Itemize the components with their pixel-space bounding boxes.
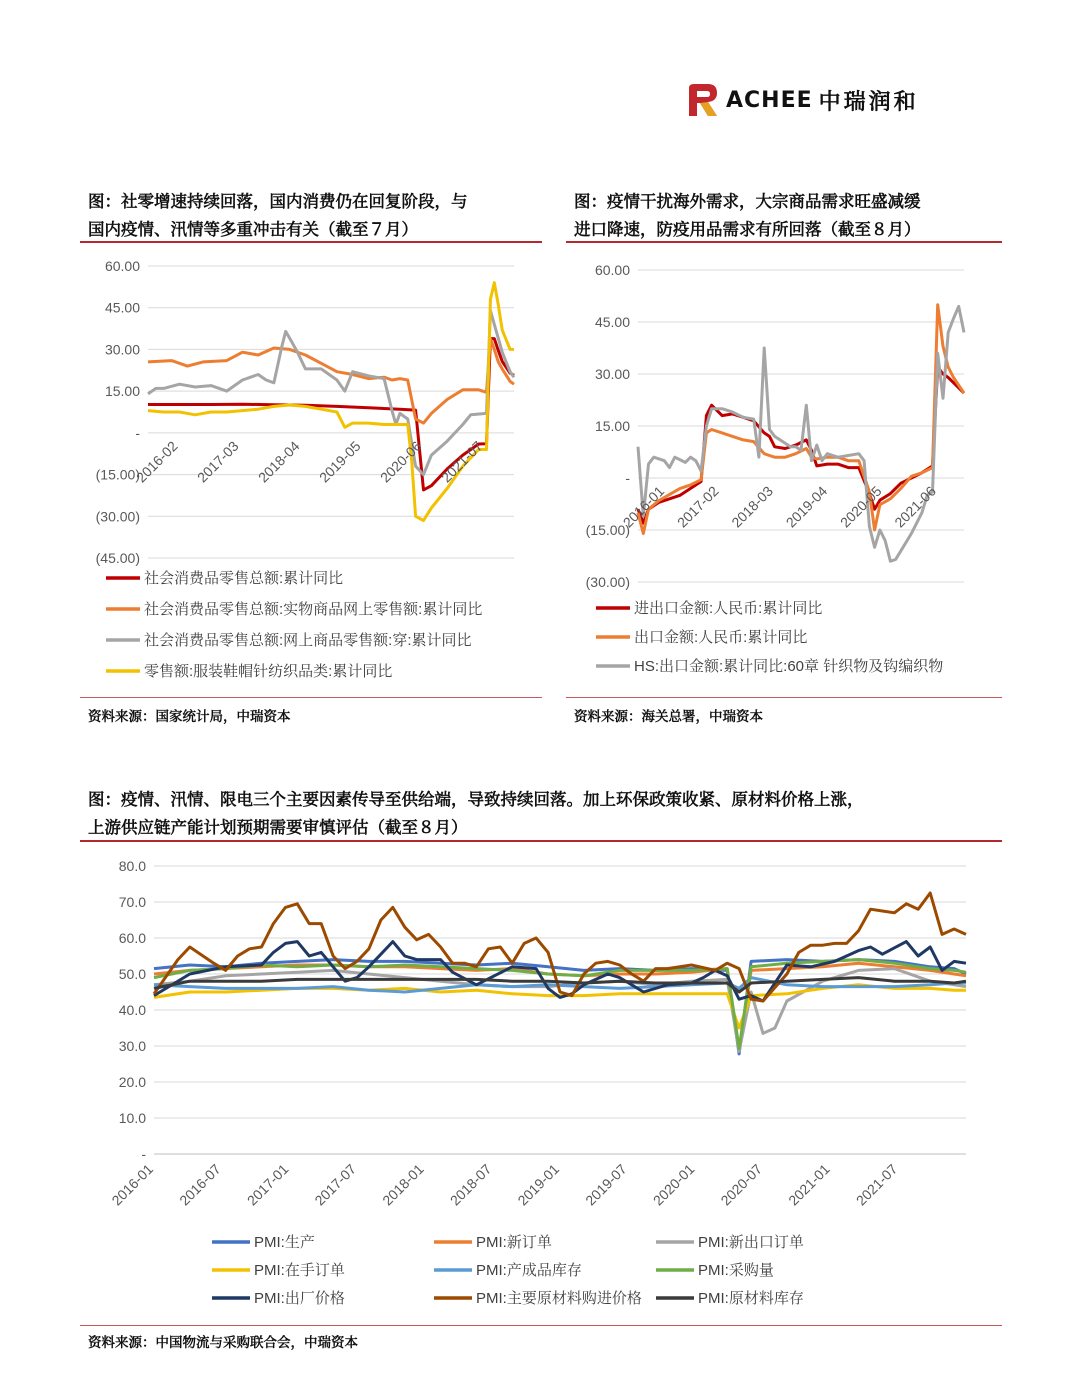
- x-tick-label: 2017-02: [673, 482, 722, 531]
- chart1-plot: [80, 248, 542, 696]
- x-tick-label: 2018-04: [254, 437, 303, 486]
- y-tick-label: 60.00: [594, 262, 630, 278]
- y-tick-label: 45.00: [104, 299, 140, 316]
- y-tick-label: -: [141, 1146, 146, 1162]
- chart2-title-line2: 进口降速，防疫用品需求有所回落（截至８月）: [574, 220, 921, 239]
- legend-label: 零售额:服装鞋帽针纺织品类:累计同比: [144, 663, 393, 680]
- y-tick-label: 45.00: [594, 314, 630, 330]
- chart2-plot: [566, 248, 1002, 696]
- brand-logo: [686, 78, 919, 122]
- x-tick-label: 2018-03: [728, 482, 776, 531]
- x-tick-label: 2016-07: [176, 1160, 224, 1209]
- legend-label: PMI:出厂价格: [254, 1290, 345, 1307]
- y-tick-label: 50.0: [118, 966, 146, 982]
- x-tick-label: 2016-01: [619, 482, 668, 531]
- legend-label: PMI:主要原材料购进价格: [476, 1290, 642, 1307]
- achee-logo-icon: [686, 82, 720, 118]
- legend-label: PMI:新订单: [476, 1234, 552, 1251]
- y-tick-label: 70.0: [118, 894, 146, 910]
- x-tick-label: 2020-06: [376, 437, 425, 486]
- legend-label: PMI:采购量: [698, 1262, 774, 1279]
- chart1-title-line2: 国内疫情、汛情等多重冲击有关（截至７月）: [88, 220, 418, 239]
- y-tick-label: 10.0: [118, 1110, 146, 1126]
- x-tick-label: 2018-07: [446, 1160, 495, 1209]
- x-tick-label: 2021-07: [852, 1160, 901, 1209]
- chart1-top-rule: [80, 241, 542, 243]
- chart3-title-line1: 图：疫情、汛情、限电三个主要因素传导至供给端，导致持续回落。加上环保政策收紧、原材料价格上涨，: [88, 790, 864, 809]
- chart2-title: [574, 188, 921, 244]
- x-tick-label: 2019-01: [514, 1160, 563, 1209]
- legend-label: PMI:产成品库存: [476, 1262, 582, 1279]
- legend-label: PMI:新出口订单: [698, 1234, 804, 1251]
- y-tick-label: -: [625, 470, 630, 486]
- legend-label: PMI:原材料库存: [698, 1290, 804, 1307]
- x-tick-label: 2021-07: [437, 437, 486, 486]
- x-tick-label: 2019-04: [782, 482, 831, 531]
- chart2-bottom-rule: [566, 697, 1002, 698]
- y-tick-label: 30.00: [594, 366, 630, 382]
- chart1-source: 资料来源：国家统计局，中瑞资本: [88, 709, 291, 725]
- legend-label: 社会消费品零售总额:网上商品零售额:穿:累计同比: [144, 632, 472, 649]
- y-tick-label: 60.0: [118, 930, 146, 946]
- x-tick-label: 2016-02: [132, 437, 181, 486]
- y-tick-label: 30.00: [104, 341, 140, 358]
- y-tick-label: 60.00: [104, 258, 140, 274]
- chart1-bottom-rule: [80, 697, 542, 698]
- chart1-title: [88, 188, 468, 244]
- y-tick-label: 15.00: [594, 418, 630, 434]
- chart3-title-line2: 上游供应链产能计划预期需要审慎评估（截至８月）: [88, 818, 468, 837]
- chart2-source: 资料来源：海关总署，中瑞资本: [574, 709, 763, 725]
- x-tick-label: 2017-03: [193, 437, 242, 486]
- x-tick-label: 2019-05: [315, 437, 364, 486]
- y-tick-label: 80.0: [118, 858, 146, 874]
- x-tick-label: 2016-01: [108, 1160, 157, 1209]
- y-tick-label: (15.00): [95, 466, 140, 483]
- y-tick-label: (15.00): [585, 522, 630, 538]
- legend-label: 社会消费品零售总额:累计同比: [144, 570, 344, 587]
- y-tick-label: 40.0: [118, 1002, 146, 1018]
- chart3-plot: [80, 846, 1002, 1322]
- legend-label: 出口金额:人民币:累计同比: [634, 629, 808, 646]
- y-tick-label: -: [135, 424, 140, 441]
- y-tick-label: (45.00): [95, 550, 140, 566]
- chart1-title-line1: 图：社零增速持续回落，国内消费仍在回复阶段，与: [88, 192, 468, 211]
- chart3-source: 资料来源：中国物流与采购联合会，中瑞资本: [88, 1335, 358, 1351]
- x-tick-label: 2020-05: [836, 482, 885, 531]
- chart2-title-line1: 图：疫情干扰海外需求，大宗商品需求旺盛减缓: [574, 192, 921, 211]
- brand-name: ACHEE: [726, 87, 813, 113]
- legend-label: PMI:生产: [254, 1234, 315, 1251]
- y-tick-label: (30.00): [585, 574, 630, 590]
- y-tick-label: 15.00: [104, 383, 140, 400]
- x-tick-label: 2020-07: [717, 1160, 766, 1209]
- x-tick-label: 2017-07: [311, 1160, 360, 1209]
- chart3-top-rule: [80, 840, 1002, 842]
- legend-label: PMI:在手订单: [254, 1262, 345, 1279]
- chart3-bottom-rule: [80, 1325, 1002, 1326]
- y-tick-label: 20.0: [118, 1074, 146, 1090]
- x-tick-label: 2021-06: [891, 482, 939, 531]
- chart2-top-rule: [566, 241, 1002, 243]
- x-tick-label: 2021-01: [785, 1160, 833, 1209]
- brand-name-cn: 中瑞润和: [818, 88, 919, 115]
- series-line: [148, 283, 514, 521]
- chart3-title: [88, 786, 864, 842]
- y-tick-label: 30.0: [118, 1038, 146, 1054]
- x-tick-label: 2018-01: [379, 1160, 427, 1209]
- x-tick-label: 2020-01: [649, 1160, 698, 1209]
- legend-label: 进出口金额:人民币:累计同比: [634, 600, 823, 617]
- legend-label: HS:出口金额:累计同比:60章 针织物及钩编织物: [634, 658, 944, 675]
- y-tick-label: (30.00): [95, 508, 140, 525]
- x-tick-label: 2017-01: [243, 1160, 292, 1209]
- legend-label: 社会消费品零售总额:实物商品网上零售额:累计同比: [144, 601, 483, 618]
- x-tick-label: 2019-07: [582, 1160, 630, 1209]
